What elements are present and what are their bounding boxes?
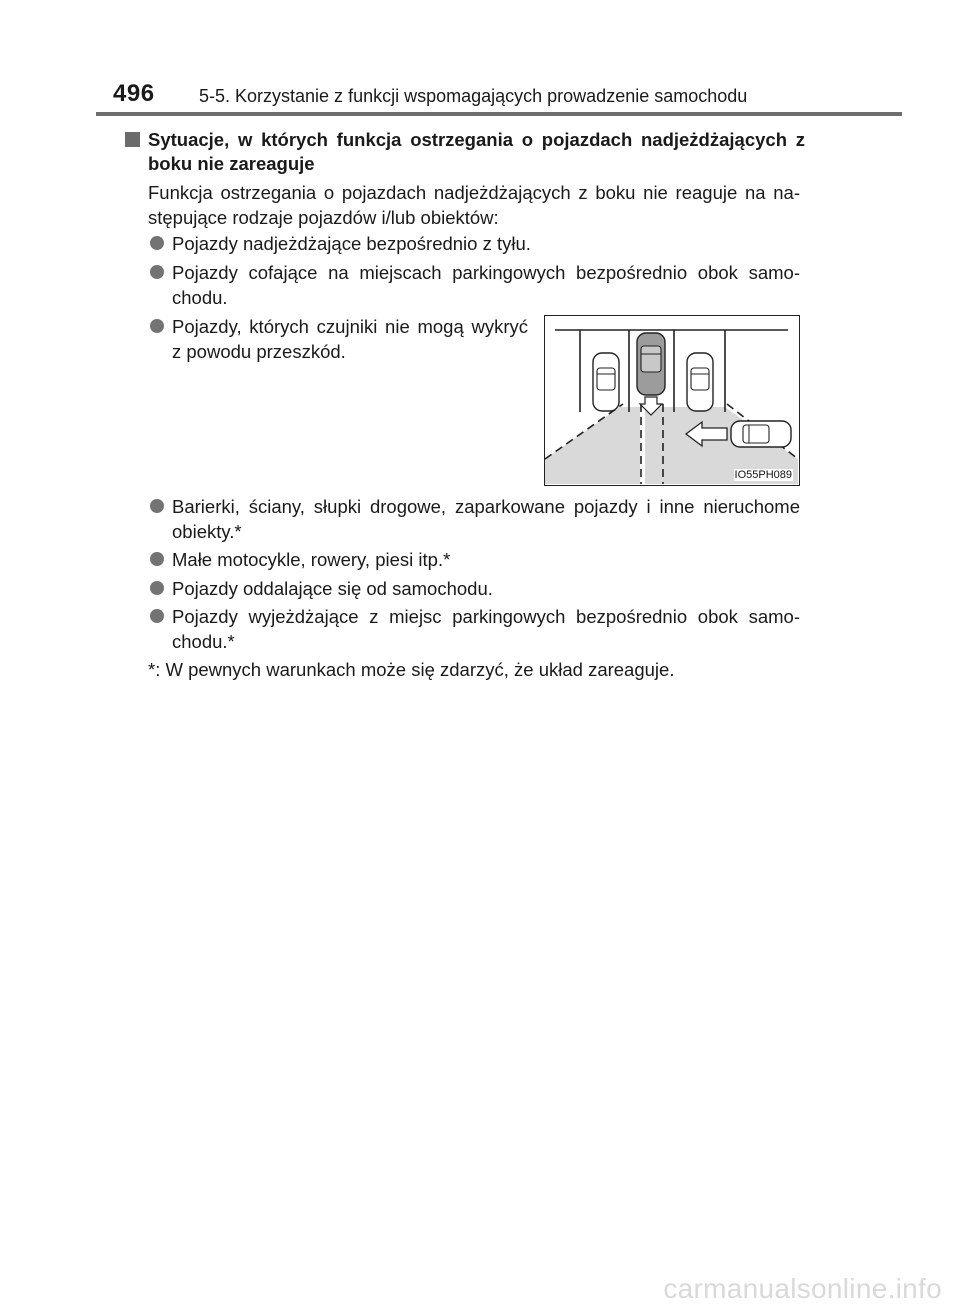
list-item bbox=[148, 604, 800, 654]
list-item bbox=[148, 260, 800, 310]
bullet-dot-icon bbox=[150, 319, 164, 333]
list-item bbox=[148, 494, 800, 544]
bullet-dot-icon bbox=[150, 265, 164, 279]
list-item-text: Pojazdy nadjeżdżające bezpośrednio z tyłu. bbox=[172, 233, 531, 254]
list-item bbox=[148, 231, 800, 256]
section-heading-block bbox=[125, 128, 805, 176]
bullet-dot-icon bbox=[150, 581, 164, 595]
list-item-text: Barierki, ściany, słupki drogowe, zaparkowane pojazdy i inne nieruchome obiekty.* bbox=[172, 496, 800, 542]
intro-paragraph: Funkcja ostrzegania o pojazdach nadjeżdżających z boku nie reaguje na na-stępujące rodzaje pojazdów i/lub obiektów: bbox=[148, 182, 800, 228]
list-item bbox=[148, 576, 800, 601]
list-item-text: Pojazdy, których czujniki nie mogą wykryć z powodu przeszkód. bbox=[172, 316, 528, 362]
parking-diagram-svg bbox=[545, 316, 798, 484]
own-car bbox=[637, 333, 665, 395]
approaching-car bbox=[731, 421, 791, 447]
watermark: carmanualsonline.info bbox=[663, 1273, 942, 1304]
bullet-dot-icon bbox=[150, 236, 164, 250]
list-item bbox=[148, 547, 800, 572]
list-item-text: Pojazdy wyjeżdżające z miejsc parkingowych bezpośrednio obok samo-chodu.* bbox=[172, 606, 800, 652]
figure-code: IO55PH089 bbox=[734, 469, 792, 481]
footnote: *: W pewnych warunkach może się zdarzyć, że układ zareaguje. bbox=[148, 659, 675, 680]
bullet-dot-icon bbox=[150, 499, 164, 513]
chapter-title: 5-5. Korzystanie z funkcji wspomagających prowadzenie samochodu bbox=[199, 86, 748, 106]
parked-car-right bbox=[687, 353, 713, 411]
list-item-text: Pojazdy cofające na miejscach parkingowych bezpośrednio obok samo-chodu. bbox=[172, 262, 800, 308]
detection-area-left bbox=[545, 407, 640, 484]
header-divider bbox=[96, 112, 902, 116]
list-item-text: Małe motocykle, rowery, piesi itp.* bbox=[172, 549, 451, 570]
section-heading: Sytuacje, w których funkcja ostrzegania o pojazdach nadjeżdżających z boku nie zareaguje bbox=[148, 129, 805, 174]
bullet-dot-icon bbox=[150, 552, 164, 566]
page-header bbox=[0, 0, 960, 116]
list-item bbox=[148, 314, 528, 364]
parking-detection-illustration bbox=[544, 315, 800, 486]
page-number: 496 bbox=[113, 80, 155, 107]
square-bullet-icon bbox=[125, 132, 140, 147]
bullet-dot-icon bbox=[150, 609, 164, 623]
parked-car-left bbox=[593, 353, 619, 411]
list-item-text: Pojazdy oddalające się od samochodu. bbox=[172, 578, 493, 599]
